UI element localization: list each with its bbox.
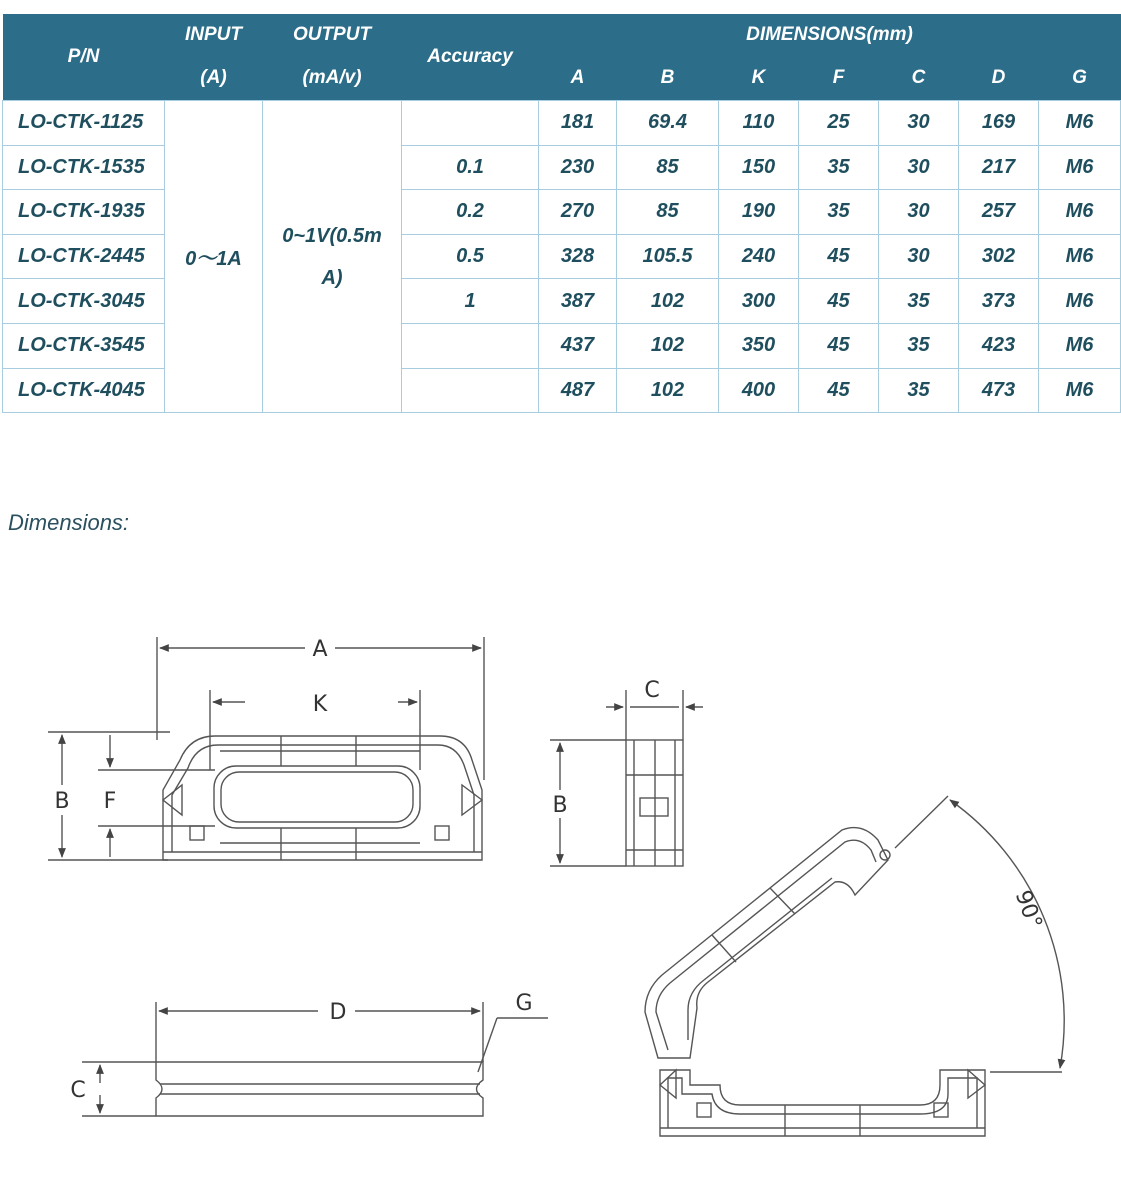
cell-b: 102 — [617, 323, 719, 368]
cell-g: M6 — [1039, 145, 1121, 190]
cell-c: 30 — [879, 234, 959, 279]
header-dim-g: G — [1039, 56, 1121, 101]
cell-k: 300 — [719, 279, 799, 324]
cell-f: 35 — [799, 145, 879, 190]
cell-a: 230 — [539, 145, 617, 190]
header-dimensions: DIMENSIONS(mm) — [539, 14, 1121, 56]
cell-b: 105.5 — [617, 234, 719, 279]
cell-a: 270 — [539, 190, 617, 235]
cell-input: 0～1A — [165, 101, 263, 413]
header-dim-a: A — [539, 56, 617, 101]
cell-pn: LO-CTK-1935 — [3, 190, 165, 235]
cell-accuracy: 1 — [402, 279, 539, 324]
dimension-drawing — [0, 560, 1121, 1180]
cell-g: M6 — [1039, 234, 1121, 279]
cell-accuracy — [402, 368, 539, 413]
bottom-view — [82, 1002, 548, 1116]
opened-view — [645, 796, 1064, 1136]
cell-k: 150 — [719, 145, 799, 190]
label-a: A — [312, 637, 328, 662]
cell-b: 85 — [617, 145, 719, 190]
cell-c: 35 — [879, 279, 959, 324]
cell-a: 181 — [539, 101, 617, 146]
label-c-side: C — [644, 678, 660, 703]
table-row — [3, 101, 1121, 146]
header-output-unit: (mA/v) — [263, 56, 402, 101]
cell-c: 35 — [879, 368, 959, 413]
cell-d: 373 — [959, 279, 1039, 324]
side-view — [550, 690, 703, 866]
cell-pn: LO-CTK-3545 — [3, 323, 165, 368]
cell-f: 45 — [799, 279, 879, 324]
cell-d: 169 — [959, 101, 1039, 146]
cell-c: 30 — [879, 101, 959, 146]
cell-g: M6 — [1039, 279, 1121, 324]
cell-pn: LO-CTK-2445 — [3, 234, 165, 279]
label-g: G — [515, 991, 533, 1016]
cell-pn: LO-CTK-4045 — [3, 368, 165, 413]
cell-g: M6 — [1039, 101, 1121, 146]
cell-k: 400 — [719, 368, 799, 413]
cell-accuracy — [402, 101, 539, 146]
label-angle: 90° — [1009, 887, 1047, 933]
front-view — [48, 637, 484, 860]
cell-k: 240 — [719, 234, 799, 279]
cell-d: 217 — [959, 145, 1039, 190]
cell-a: 487 — [539, 368, 617, 413]
output-value: 0~1V(0.5m A) — [282, 224, 382, 289]
cell-accuracy: 0.1 — [402, 145, 539, 190]
spec-table — [2, 14, 1121, 413]
label-c-bottom: C — [70, 1078, 86, 1103]
cell-pn: LO-CTK-1125 — [3, 101, 165, 146]
cell-b: 85 — [617, 190, 719, 235]
cell-b: 102 — [617, 368, 719, 413]
header-pn: P/N — [3, 14, 165, 101]
cell-g: M6 — [1039, 368, 1121, 413]
cell-c: 30 — [879, 145, 959, 190]
header-input: INPUT — [165, 14, 263, 56]
cell-f: 45 — [799, 323, 879, 368]
cell-accuracy: 0.2 — [402, 190, 539, 235]
header-accuracy: Accuracy — [402, 14, 539, 101]
section-title: Dimensions: — [8, 510, 130, 535]
cell-a: 328 — [539, 234, 617, 279]
cell-f: 35 — [799, 190, 879, 235]
cell-a: 437 — [539, 323, 617, 368]
label-k: K — [312, 692, 328, 717]
header-dim-b: B — [617, 56, 719, 101]
cell-f: 25 — [799, 101, 879, 146]
cell-k: 190 — [719, 190, 799, 235]
header-dim-c: C — [879, 56, 959, 101]
cell-d: 423 — [959, 323, 1039, 368]
cell-pn: LO-CTK-3045 — [3, 279, 165, 324]
cell-c: 35 — [879, 323, 959, 368]
header-input-unit: (A) — [165, 56, 263, 101]
cell-pn: LO-CTK-1535 — [3, 145, 165, 190]
header-dim-d: D — [959, 56, 1039, 101]
cell-k: 350 — [719, 323, 799, 368]
cell-g: M6 — [1039, 323, 1121, 368]
header-dim-f: F — [799, 56, 879, 101]
cell-d: 302 — [959, 234, 1039, 279]
label-f: F — [103, 789, 117, 814]
cell-f: 45 — [799, 234, 879, 279]
cell-output — [263, 101, 402, 413]
header-dim-k: K — [719, 56, 799, 101]
cell-c: 30 — [879, 190, 959, 235]
cell-b: 102 — [617, 279, 719, 324]
cell-d: 473 — [959, 368, 1039, 413]
cell-k: 110 — [719, 101, 799, 146]
cell-accuracy — [402, 323, 539, 368]
cell-g: M6 — [1039, 190, 1121, 235]
label-b-side: B — [552, 793, 568, 818]
header-output: OUTPUT — [263, 14, 402, 56]
label-d: D — [329, 1000, 347, 1025]
cell-accuracy: 0.5 — [402, 234, 539, 279]
cell-d: 257 — [959, 190, 1039, 235]
cell-f: 45 — [799, 368, 879, 413]
cell-a: 387 — [539, 279, 617, 324]
cell-b: 69.4 — [617, 101, 719, 146]
label-b-front: B — [54, 789, 70, 814]
